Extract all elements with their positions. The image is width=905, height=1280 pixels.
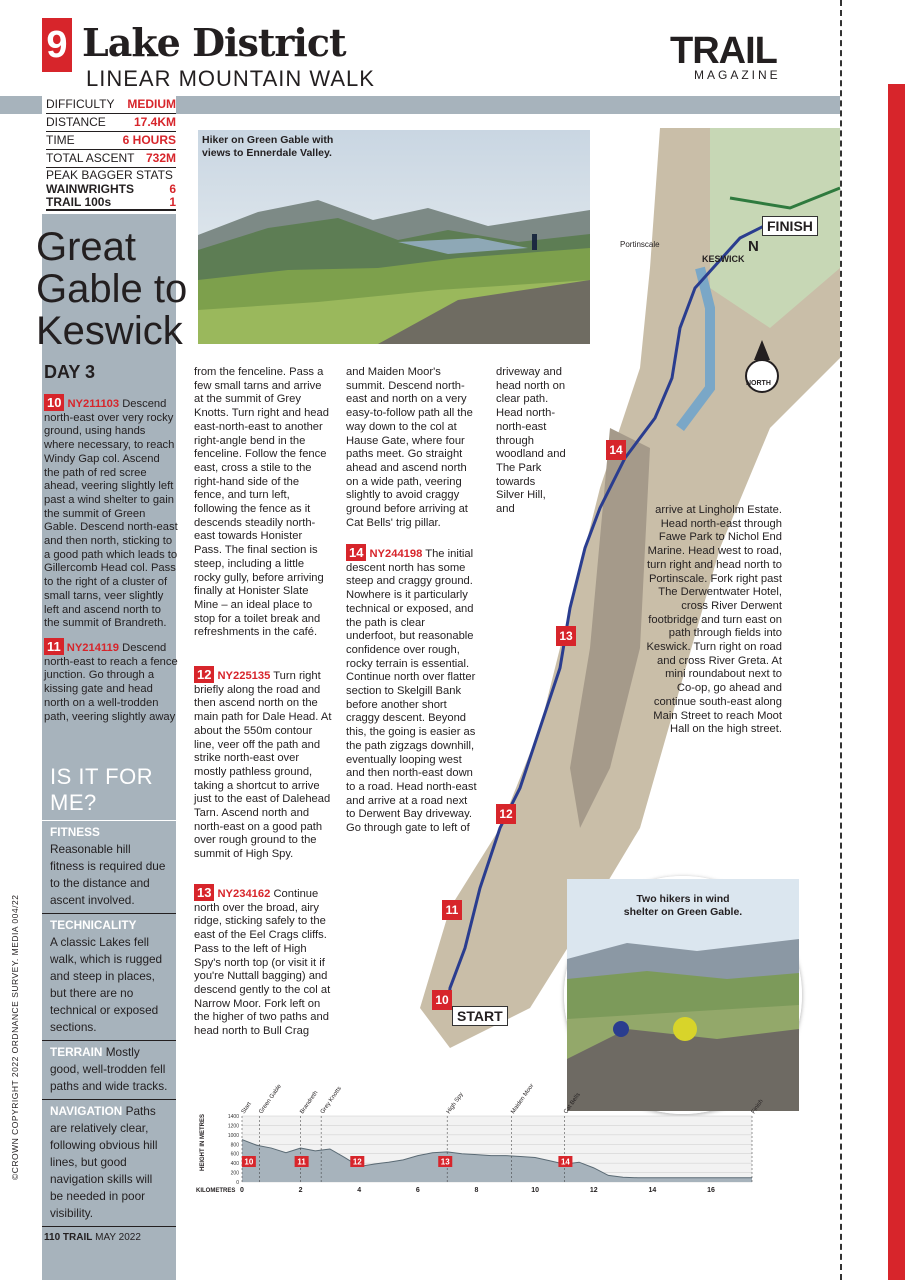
is-it-for-me-box (42, 760, 176, 1227)
footer-date: MAY 2022 (95, 1232, 141, 1243)
y-tick-label: 200 (230, 1170, 239, 1177)
step-text: Descend north-east over very rocky ground, using hands where necessary, to reach Windy Gap col. Ascend the path of red scree ahead, veering slightly left past a wind shelter to gain the summit of Green Gable. Descend north-east and then north, sticking to a good path which leads to Gillercomb Head col. Pass to the right of a cluster of small tarns, veer slightly left and ascend north to the summit of Brandreth. (44, 398, 178, 630)
elevation-profile (196, 1076, 765, 1202)
step-11-cont: from the fenceline. Pass a few small tarns and arrive at the summit of Grey Knotts. Turn right and head east-north-east to another right-angle bend in the fenceline. Follow the fence east, cross a stile to the right-hand side of the fence, and turn left, following the fence as it descends steadily north-east towards Honister Pass. The final section is steep, including a little rocky gully, before arriving finally at Honister Slate Mine – an ideal place to stop for a toilet break and refreshments in the café. (194, 366, 329, 639)
grid-ref: NY214119 (66, 642, 120, 654)
stat-label: WAINWRIGHTS (46, 182, 134, 196)
north-letter: N (748, 238, 759, 255)
start-label: START (452, 1006, 508, 1026)
stat-value: 1 (169, 195, 176, 209)
route-heading-line: Gable to (36, 267, 188, 311)
x-tick-label: 12 (589, 1187, 598, 1194)
route-heading-line: Great (36, 225, 137, 269)
x-tick-label: 2 (298, 1187, 303, 1194)
section-heading: NAVIGATION (50, 1104, 123, 1118)
map-marker-13: 13 (556, 626, 576, 646)
step-text: Turn right briefly along the road and then ascend north on the main path for Dale Head. At about the 550m contour line, veer off the path and strike north-east over mostly pathless ground, taking a shortcut to arrive just to the east of Dalehead Tarn. Ascend north and north-east on a good path over rough ground to the summit of High Spy. (194, 670, 332, 861)
profile-marker-label: 10 (244, 1157, 254, 1167)
section-text: Reasonable hill fitness is required due to the distance and ascent involved. (50, 842, 166, 907)
peak-bagger-heading: PEAK BAGGER STATS (46, 168, 173, 182)
x-tick-label: 6 (415, 1187, 420, 1194)
day-label: DAY 3 (44, 362, 96, 382)
stat-time (46, 132, 176, 150)
map-marker-10: 10 (432, 990, 452, 1010)
x-tick-label: 4 (357, 1187, 362, 1194)
map-marker-11: 11 (442, 900, 462, 920)
grid-ref: NY211103 (67, 398, 120, 410)
step-10 (44, 394, 178, 631)
section-heading: TECHNICALITY (50, 918, 137, 932)
grid-ref: NY234162 (217, 888, 271, 900)
fitness-section (42, 821, 176, 914)
page-title: Lake District (82, 20, 346, 65)
step-13 (194, 884, 332, 1039)
step-14-cont: driveway and head north on clear path. Head north-north-east through woodland and The Park towards Silver Hill, and (496, 366, 566, 516)
trail-logo: TRAIL (670, 30, 777, 72)
y-axis-label: HEIGHT IN METRES (200, 1113, 206, 1171)
route-heading-line: Keswick (36, 309, 183, 353)
profile-marker-label: 11 (297, 1157, 306, 1167)
stat-difficulty (46, 96, 176, 114)
waypoint-label: Start (240, 1101, 253, 1116)
waypoint-label: Finish (750, 1098, 765, 1116)
step-number: 14 (346, 544, 366, 561)
stat-label: TOTAL ASCENT (46, 151, 135, 165)
stat-ascent (46, 150, 176, 168)
profile-marker-label: 14 (560, 1157, 570, 1167)
waypoint-label: High Spy (445, 1091, 465, 1116)
stats-box (46, 96, 176, 211)
step-number: 10 (44, 394, 64, 411)
y-tick-label: 0 (236, 1180, 239, 1186)
step-text: Descend north-east to reach a fence junction. Go through a kissing gate and head north on a well-trodden path, veering slightly away (44, 642, 178, 723)
step-14-end: arrive at Lingholm Estate. Head north-east through Fawe Park to Nichol End Marine. Head west to road, turn right and head north to Portinscale. Fork right past The Derwentwater Hotel, cross River Derwent footbridge and turn east on path through fields into Keswick. Turn right on road and cross River Greta. At mini roundabout next to Co-op, go ahead and continue south-east along Main Street to reach Moot Hall on the high street. (646, 504, 782, 736)
x-tick-label: 14 (648, 1187, 657, 1194)
waypoint-label: Cat Bells (563, 1092, 582, 1116)
stat-value: 732M (145, 151, 176, 165)
finish-label: FINISH (762, 216, 818, 236)
page-footer (44, 1232, 141, 1243)
is-it-for-me-heading: IS IT FOR ME? (42, 760, 176, 821)
circle-photo-caption: Two hikers in wind shelter on Green Gable. (623, 893, 743, 918)
step-13-cont: and Maiden Moor's summit. Descend north-east and north on a very easy-to-follow path all the way down to the col at Hause Gate, where four paths meet. Go straight ahead and ascend north on a wide path, veering slightly to avoid craggy ground before arriving at Cat Bells' trig pillar. (346, 366, 473, 529)
x-axis-label: KILOMETRES (196, 1188, 236, 1194)
stat-label: DIFFICULTY (46, 97, 115, 111)
step-number: 11 (44, 638, 64, 655)
section-heading: FITNESS (50, 825, 100, 839)
terrain-section (42, 1041, 176, 1100)
y-tick-label: 600 (230, 1151, 239, 1158)
page-number: 110 (44, 1232, 61, 1243)
navigation-section (42, 1100, 176, 1227)
x-tick-label: 16 (707, 1187, 715, 1194)
map-marker-14: 14 (606, 440, 626, 460)
waypoint-label: Green Gable (258, 1083, 283, 1116)
stat-value: 17.4KM (133, 115, 176, 129)
keswick-label: KESWICK (702, 254, 745, 264)
stat-label: DISTANCE (46, 115, 106, 129)
stat-value: 6 (169, 182, 176, 196)
grid-ref: NY225135 (217, 670, 271, 682)
stat-label: TRAIL 100s (46, 195, 112, 209)
page-edge-tab (888, 84, 905, 1280)
waypoint-label: Brandreth (299, 1090, 320, 1116)
section-text: A classic Lakes fell walk, which is rugged and steep in places, but there are no technical or exposed sections. (50, 935, 163, 1034)
footer-mag: TRAIL (62, 1232, 93, 1243)
waypoint-label: Maiden Moor (510, 1083, 536, 1116)
step-text: The initial descent north has some steep and craggy ground. Nowhere is it particularly technical or exposed, and the path is clear underfoot, but reasonable confidence over rough, rocky terrain is essential. Continue north over flatter section to Skelgill Bank before another short craggy descent. Beyond this, the going is easier as the path zigzags downhill, eventually looping west and then north-east down to a road. Head north-east and arrive at a road next to Derwent Bay driveway. Go through gate to left of (346, 548, 477, 835)
route-heading (36, 226, 206, 352)
north-label: NORTH (746, 380, 771, 387)
section-heading: TERRAIN (50, 1045, 103, 1059)
y-tick-label: 400 (230, 1161, 239, 1168)
section-text: Mostly good, well-trodden fell paths and wide tracks. (50, 1045, 168, 1093)
step-number: 13 (194, 884, 214, 901)
portinscale-label: Portinscale (620, 240, 660, 249)
technicality-section (42, 914, 176, 1041)
profile-marker-label: 12 (352, 1157, 362, 1167)
y-tick-label: 800 (230, 1142, 239, 1149)
step-14 (346, 544, 478, 836)
waypoint-label: Grey Knotts (319, 1085, 343, 1116)
stat-trail100 (46, 196, 176, 211)
stat-value: MEDIUM (127, 97, 176, 111)
trim-line (840, 0, 842, 1280)
stat-distance (46, 114, 176, 132)
grid-ref: NY244198 (369, 548, 423, 560)
copyright-notice: ©CROWN COPYRIGHT 2022 ORDNANCE SURVEY. MEDIA 004/22 (10, 894, 20, 1180)
map-marker-12: 12 (496, 804, 516, 824)
stat-label: TIME (46, 133, 75, 147)
x-tick-label: 0 (240, 1187, 244, 1194)
step-12 (194, 666, 332, 862)
section-text: Paths are relatively clear, following obvious hill lines, but good navigation skills will be needed in poor visibility. (50, 1104, 158, 1220)
trail-logo-sub: MAGAZINE (694, 68, 781, 82)
x-tick-label: 8 (474, 1187, 479, 1194)
profile-marker-label: 13 (440, 1157, 450, 1167)
photo-caption: Hiker on Green Gable with views to Ennerdale Valley. (202, 134, 334, 159)
y-tick-label: 1400 (227, 1114, 239, 1120)
step-11 (44, 638, 178, 724)
y-tick-label: 1200 (227, 1123, 239, 1130)
x-tick-label: 10 (531, 1187, 540, 1194)
stat-value: 6 HOURS (122, 133, 176, 147)
y-tick-label: 1000 (227, 1132, 239, 1139)
walk-number: 9 (42, 18, 72, 72)
step-text: Continue north over the broad, airy ridge, sticking safely to the east of the Eel Crags cliffs. Pass to the left of High Spy's north top (or visit it if you're Nuttall bagging) and descend gently to the col at Narrow Moor. Fork left on the higher of two paths and head north to Bull Crag (194, 888, 331, 1038)
page-subtitle: LINEAR MOUNTAIN WALK (86, 66, 375, 91)
step-number: 12 (194, 666, 214, 683)
